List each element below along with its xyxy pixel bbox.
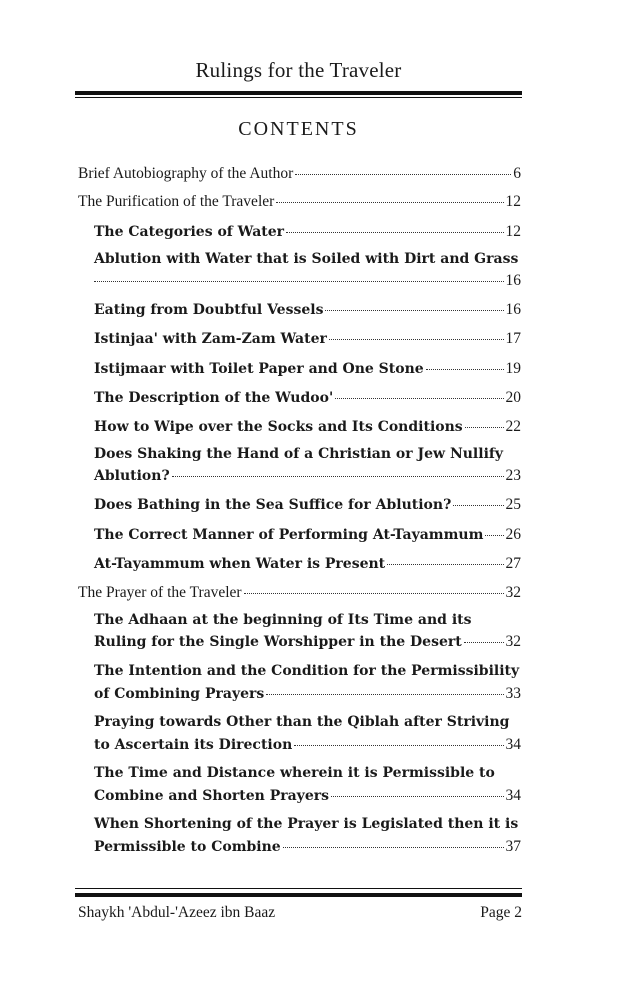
toc-entry-label: The Adhaan at the beginning of Its Time and its	[94, 612, 472, 628]
dot-leader	[453, 505, 503, 506]
toc-entry-page: 6	[513, 165, 521, 182]
toc-entry-page: 26	[505, 526, 521, 543]
toc-entry-label: The Intention and the Condition for the Permissibility	[94, 663, 520, 679]
dot-leader	[294, 745, 503, 746]
toc-entry-page: 25	[505, 496, 521, 513]
dot-leader	[94, 281, 504, 282]
toc-entry-page: 16	[505, 301, 521, 318]
dot-leader	[244, 593, 504, 594]
toc-entry-page: 27	[505, 555, 521, 572]
dot-leader	[387, 564, 503, 565]
toc-entry-adhaan[interactable]	[94, 633, 521, 651]
dot-leader	[266, 694, 503, 695]
dot-leader	[295, 174, 511, 175]
toc-entry-label: The Time and Distance wherein it is Permissible to	[94, 765, 495, 781]
toc-entry-label: The Correct Manner of Performing At-Tayammum	[94, 527, 484, 543]
toc-entry-label: Does Shaking the Hand of a Christian or Jew Nullify	[94, 446, 504, 462]
toc-entry-label-cont: to Ascertain its Direction	[94, 737, 293, 753]
toc-entry-page: 20	[505, 389, 521, 406]
toc-entry-page: 22	[505, 418, 521, 435]
dot-leader	[465, 427, 504, 428]
toc-entry-label: When Shortening of the Prayer is Legislated then it is	[94, 816, 519, 832]
toc-entry-page: 34	[505, 787, 521, 804]
toc-entry-page: 23	[505, 467, 521, 484]
footer-author: Shaykh 'Abdul-'Azeez ibn Baaz	[78, 904, 276, 921]
toc-entry-label-cont: Ablution?	[94, 468, 170, 484]
toc-entry-ablution-soiled-water[interactable]	[94, 272, 521, 290]
toc-entry-page: 12	[505, 193, 521, 210]
page-header-title: Rulings for the Traveler	[195, 58, 402, 82]
toc-entry-label-cont: Combine and Shorten Prayers	[94, 788, 329, 804]
toc-entry-label: How to Wipe over the Socks and Its Conditions	[94, 419, 463, 435]
toc-entry-page: 32	[505, 584, 521, 601]
toc-entry-purification[interactable]	[78, 193, 521, 211]
footer-rule-thin	[75, 888, 522, 889]
toc-entry-page: 37	[505, 838, 521, 855]
toc-entry-shortening-combine[interactable]	[94, 838, 521, 856]
toc-entry-label: Brief Autobiography of the Author	[78, 165, 294, 182]
dot-leader	[172, 476, 504, 477]
toc-entry-time-distance[interactable]	[94, 787, 521, 805]
toc-entry-page: 32	[505, 633, 521, 650]
footer-rule-thick	[75, 893, 522, 897]
toc-entry-qiblah[interactable]	[94, 736, 521, 754]
toc-entry-label: Istijmaar with Toilet Paper and One Stone	[94, 361, 424, 377]
toc-entry-description-wudoo[interactable]	[94, 389, 521, 407]
toc-entry-label: The Prayer of the Traveler	[78, 584, 242, 601]
toc-entry-page: 16	[505, 272, 521, 289]
toc-entry-wipe-socks[interactable]	[94, 418, 521, 436]
dot-leader	[335, 398, 503, 399]
dot-leader	[485, 535, 503, 536]
toc-entry-page: 19	[505, 360, 521, 377]
dot-leader	[426, 369, 504, 370]
toc-entry-page: 12	[505, 223, 521, 240]
dot-leader	[325, 310, 503, 311]
toc-entry-label: The Description of the Wudoo'	[94, 390, 334, 406]
toc-entry-prayer-traveler[interactable]	[78, 584, 521, 602]
toc-entry-label: Eating from Doubtful Vessels	[94, 302, 324, 318]
toc-entry-correct-tayammum[interactable]	[94, 526, 521, 544]
toc-entry-label: Istinjaa' with Zam-Zam Water	[94, 331, 327, 347]
toc-entry-autobiography[interactable]	[78, 165, 521, 183]
toc-entry-label: The Categories of Water	[94, 224, 285, 240]
toc-entry-doubtful-vessels[interactable]	[94, 301, 521, 319]
dot-leader	[329, 339, 504, 340]
toc-entry-page: 17	[505, 330, 521, 347]
toc-entry-istijmaar[interactable]	[94, 360, 521, 378]
toc-entry-label: Does Bathing in the Sea Suffice for Ablution?	[94, 497, 452, 513]
toc-entry-bathing-sea[interactable]	[94, 496, 521, 514]
dot-leader	[286, 232, 503, 233]
toc-entry-label: At-Tayammum when Water is Present	[94, 556, 386, 572]
contents-heading: CONTENTS	[238, 118, 359, 140]
dot-leader	[276, 202, 503, 203]
toc-entry-intention-combining[interactable]	[94, 685, 521, 703]
dot-leader	[331, 796, 504, 797]
toc-entry-shaking-hand[interactable]	[94, 467, 521, 485]
toc-entry-label-cont: Permissible to Combine	[94, 839, 281, 855]
toc-entry-categories-of-water[interactable]	[94, 223, 521, 241]
footer-page-number: Page 2	[480, 904, 522, 921]
toc-entry-label: The Purification of the Traveler	[78, 193, 275, 210]
dot-leader	[464, 642, 504, 643]
toc-entry-page: 34	[505, 736, 521, 753]
dot-leader	[283, 847, 504, 848]
toc-entry-istinjaa[interactable]	[94, 330, 521, 348]
toc-entry-page: 33	[505, 685, 521, 702]
toc-entry-tayammum-water-present[interactable]	[94, 555, 521, 573]
toc-entry-label: Ablution with Water that is Soiled with Dirt and Grass	[94, 251, 519, 267]
toc-entry-label: Praying towards Other than the Qiblah after Striving	[94, 714, 510, 730]
toc-entry-label-cont: of Combining Prayers	[94, 686, 265, 702]
toc-entry-label-cont: Ruling for the Single Worshipper in the Desert	[94, 634, 462, 650]
